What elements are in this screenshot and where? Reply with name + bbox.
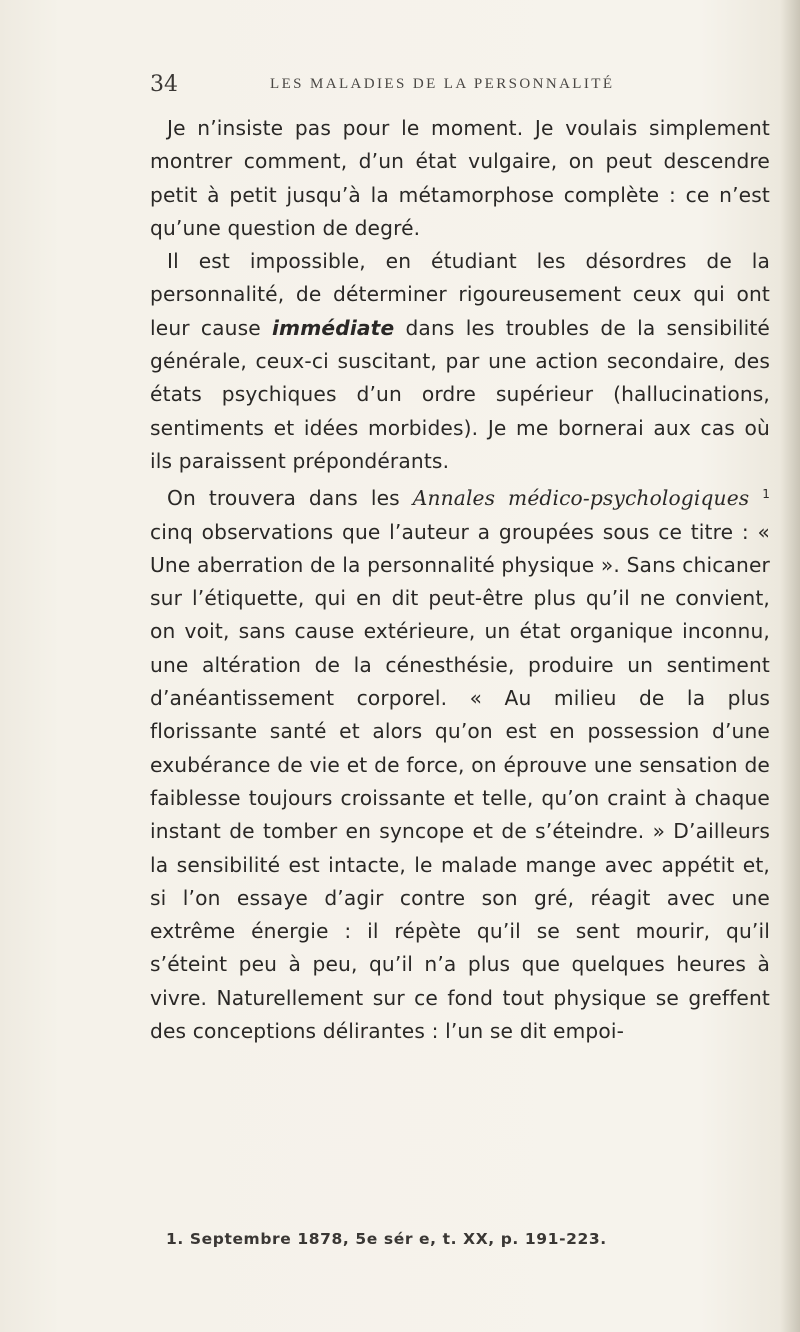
- paragraph-2: [150, 245, 770, 478]
- paragraph-2-text-a: Il est impossible, en étudiant les désordres de la personnalité, de déterminer rigoureusement ceux qui ont leur cause: [150, 249, 770, 340]
- emphasis-immediate: immédiate: [271, 315, 395, 340]
- footnote-reference: 1: [762, 487, 770, 502]
- body-text: [150, 112, 770, 1048]
- paragraph-2-text-b: dans les troubles de la sensibilité générale, ceux-ci suscitant, par une action secondaire, des états psychiques d’un ordre supérieur (hallucinations, sentiments et idées morbides). Je me bornerai aux cas où ils paraissent prépondérants.: [150, 315, 770, 473]
- page-number: 34: [150, 72, 178, 97]
- footnote: 1. Septembre 1878, 5e sér e, t. XX, p. 191-223.: [166, 1230, 607, 1248]
- paragraph-1: [150, 112, 770, 245]
- paragraph-3-text-b: cinq observations que l’auteur a groupées sous ce titre : « Une aberration de la personnalité physique ». Sans chicaner sur l’étiquette, qui en dit peut-être plus qu’il ne convient, on voit, sans cause extérieure, un état organique inconnu, une altération de la cénesthésie, produire un sentiment d’anéantissement corporel. « Au milieu de la plus florissante santé et alors qu’on est en possession d’une exubérance de vie et de force, on éprouve une sensation de faiblesse toujours croissante et telle, qu’on craint à chaque instant de tomber en syncope et de s’éteindre. » D’ailleurs la sensibilité est intacte, le malade mange avec appétit et, si l’on essaye d’agir contre son gré, réagit avec une extrême énergie : il répète qu’il se sent mourir, qu’il s’éteint peu à peu, qu’il n’a plus que quelques heures à vivre. Naturellement sur ce fond tout physique se greffent des conceptions délirantes : l’un se dit empoi-: [150, 519, 770, 1044]
- paragraph-3: [150, 478, 770, 1048]
- running-title: LES MALADIES DE LA PERSONNALITÉ: [270, 76, 615, 92]
- journal-title: Annales médico-psychologiques: [412, 486, 750, 511]
- paragraph-3-text-a: On trouvera dans les: [167, 486, 413, 511]
- paragraph-1-text: Je n’insiste pas pour le moment. Je voulais simplement montrer comment, d’un état vulgaire, on peut descendre petit à petit jusqu’à la métamorphose complète : ce n’est qu’une question de degré.: [150, 116, 770, 240]
- running-head: [150, 72, 770, 102]
